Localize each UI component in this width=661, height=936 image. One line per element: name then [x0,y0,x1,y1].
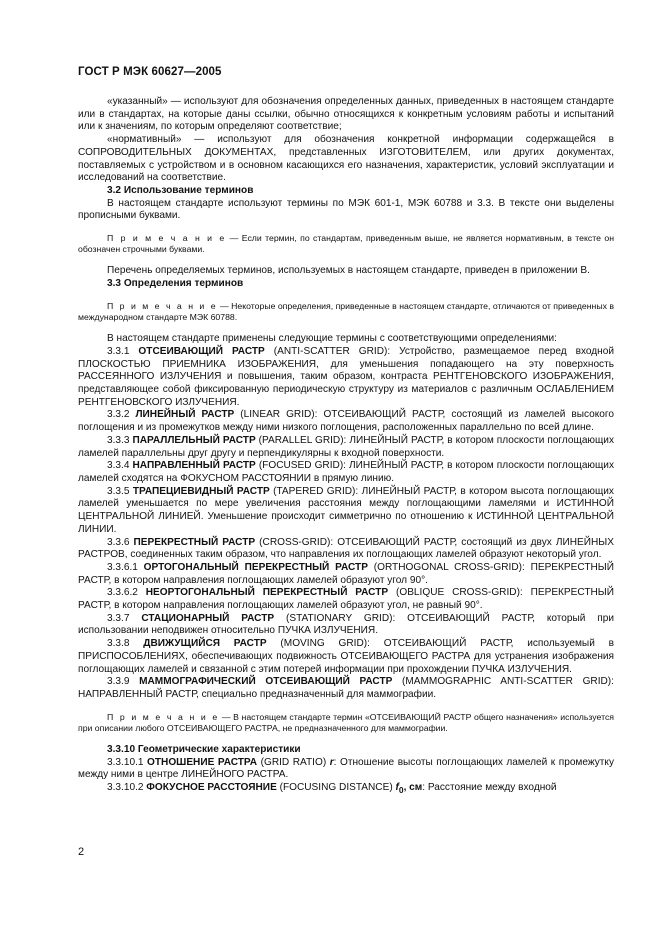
term-name: СТАЦИОНАРНЫЙ РАСТР [141,612,275,624]
term-definition: : Расстояние между входной [422,782,557,794]
term-name: ДВИЖУЩИЙСЯ РАСТР [143,638,267,650]
term-name: ОРТОГОНАЛЬНЫЙ ПЕРЕКРЕСТНЫЙ РАСТР [143,561,368,573]
page-content [78,96,614,797]
term-3-3-8 [78,638,614,676]
term-definition: (CROSS-GRID): ОТСЕИВАЮЩИЙ РАСТР, состоящий из двух ЛИНЕЙНЫХ РАСТРОВ, соединенных таким образом, что направления их поглощающих ламелей образуют некоторый угол. [78,536,614,561]
term-definition: (MAMMOGRAPHIC ANTI-SCATTER GRID): НАПРАВЛЕННЫЙ РАСТР, специально предназначенный для маммографии. [78,676,614,700]
note-text: — Некоторые определения, приведенные в настоящем стандарте, отличаются от приведенных в международном стандарте МЭК 60788. [78,300,614,323]
term-3-3-1 [78,346,614,410]
term-definition: (ORTHOGONAL CROSS-GRID): ПЕРЕКРЕСТНЫЙ РАСТР, в котором направления поглощающих ламелей образуют угол 90°. [78,561,614,586]
term-number: 3.3.6.2 [107,587,146,599]
term-3-3-2 [78,409,614,434]
term-number: 3.3.6.1 [107,561,144,573]
term-3-3-6-2 [78,587,614,612]
note-text: — Если термин, по стандартам, приведенным выше, не является нормативным, в тексте он обозначен строчными буквами. [78,233,614,255]
term-name: ОТСЕИВАЮЩИЙ РАСТР [138,345,265,357]
term-number: 3.3.9 [107,676,140,688]
term-symbol: f [395,782,399,794]
term-number: 3.3.10.2 [107,782,147,794]
term-name: МАММОГРАФИЧЕСКИЙ ОТСЕИВАЮЩИЙ РАСТР [139,676,393,688]
paragraph-definitions-intro: В настоящем стандарте применены следующие термины с соответствующими определениями: [107,333,557,345]
term-3-3-3 [78,435,614,460]
section-heading-3-3: 3.3 Определения терминов [107,278,244,290]
term-english: (FOCUSING DISTANCE) [276,782,396,794]
term-definition: (FOCUSED GRID): ЛИНЕЙНЫЙ РАСТР, в котором плоскости поглощающих ламелей сходятся на ФОКУСНОМ РАССТОЯНИИ в прямую линию. [78,460,614,484]
section-heading-3-3-10: 3.3.10 Геометрические характеристики [107,744,301,756]
paragraph-term-list: Перечень определяемых терминов, используемых в настоящем стандарте, приведен в приложении В. [107,265,590,277]
term-number: 3.3.10.1 [107,756,148,768]
term-unit: , см [403,782,423,794]
note-2 [78,301,614,323]
term-number: 3.3.7 [107,612,142,624]
term-definition: (TAPERED GRID): ЛИНЕЙНЫЙ РАСТР, в котором высота поглощающих ламелей уменьшается по мере увеличения расстояния между поглощающими ламелями и ИСТИННОЙ ЦЕНТРАЛЬНОЙ ЛИНИЕЙ. Уменьшение происходит симметрично по отношению к ИСТИННОЙ ЦЕНТРАЛЬНОЙ ЛИНИИ. [78,485,614,535]
term-definition: (MOVING GRID): ОТСЕИВАЮЩИЙ РАСТР, используемый в ПРИСПОСОБЛЕНИЯХ, обеспечивающих подвижность ОТСЕИВАЮЩЕГО РАСТРА для устранения изображения поглощающих ламелей и связанной с этим потерей информации при прохождении ПУЧКА ИЗЛУЧЕНИЯ. [78,638,614,675]
term-definition: (STATIONARY GRID): ОТСЕИВАЮЩИЙ РАСТР, который при использовании неподвижен относительно ПУЧКА ИЗЛУЧЕНИЯ. [78,612,614,637]
term-3-3-6 [78,537,614,562]
term-3-3-9 [78,676,614,701]
term-number: 3.3.4 [107,460,133,472]
note-label: П р и м е ч а н и е [107,711,220,722]
term-name: ПЕРЕКРЕСТНЫЙ РАСТР [133,536,256,548]
term-3-3-7 [78,613,614,638]
term-3-3-10-1 [78,757,614,782]
note-text: — В настоящем стандарте термин «ОТСЕИВАЮЩИЙ РАСТР общего назначения» используется при описании любого ОТСЕИВАЮЩЕГО РАСТРА, не предназначенного для маммографии. [78,711,615,733]
term-english: (GRID RATIO) [257,756,330,768]
term-3-3-5 [78,486,614,537]
paragraph-normative: «нормативный» — используют для обозначения конкретной информации содержащейся в СОПРОВОДИТЕЛЬНЫХ ДОКУМЕНТАХ, представленных ИЗГОТОВИТЕЛЕМ, или других документах, поставляемых с устройством и в основном касающихся его назначения, характеристик, условий эксплуатации и исследований на соответствие. [78,134,614,184]
term-number: 3.3.8 [107,638,144,650]
paragraph-specified: «указанный» — используют для обозначения определенных данных, приведенных в настоящем стандарте или в стандартах, на которые даны ссылки, обычно относящихся к конкретным условиям работы и испытаний или к значениям, по которым определяют соответствие; [78,96,614,133]
term-name: ОТНОШЕНИЕ РАСТРА [147,756,258,768]
note-label: П р и м е ч а н и е [107,300,218,311]
page-number: 2 [78,846,85,858]
note-1 [78,233,614,255]
term-definition: (PARALLEL GRID): ЛИНЕЙНЫЙ РАСТР, в котором плоскости поглощающих ламелей параллельны друг другу и перпендикулярны к входной поверхности. [78,434,614,459]
term-number: 3.3.2 [107,409,136,421]
note-label: П р и м е ч а н и е [107,233,227,244]
page-header: ГОСТ Р МЭК 60627—2005 [78,66,222,78]
term-definition: (ANTI-SCATTER GRID): Устройство, размещаемое перед входной ПЛОСКОСТЬЮ ПРИЕМНИКА ИЗОБРАЖЕНИЯ, для уменьшения попадающего на эту поверхность РАССЕЯННОГО ИЗЛУЧЕНИЯ и повышения, таким образом, контраста РЕНТГЕНОВСКОГО ИЗОБРАЖЕНИЯ, представляющее собой фиксированную периодическую структуру из материалов с различным ОСЛАБЛЕНИЕМ РЕНТГЕНОВСКОГО ИЗЛУЧЕНИЯ. [78,345,614,408]
term-definition: (LINEAR GRID): ОТСЕИВАЮЩИЙ РАСТР, состоящий из ламелей высокого поглощения и из промежутков между ними низкого поглощения, расположенных параллельно по всей длине. [78,409,614,434]
term-name: ТРАПЕЦИЕВИДНЫЙ РАСТР [132,485,270,497]
term-3-3-6-1 [78,562,614,587]
term-name: ФОКУСНОЕ РАССТОЯНИЕ [146,782,277,794]
term-symbol: r [329,756,334,768]
term-number: 3.3.5 [107,485,133,497]
term-number: 3.3.1 [107,345,139,357]
term-definition: : Отношение высоты поглощающих ламелей к промежутку между ними в центре ЛИНЕЙНОГО РАСТРА. [78,756,614,781]
term-name: ПАРАЛЛЕЛЬНЫЙ РАСТР [132,434,256,446]
paragraph-terms-usage: В настоящем стандарте используют термины по МЭК 601-1, МЭК 60788 и 3.3. В тексте они выделены прописными буквами. [78,197,614,222]
term-symbol-subscript: 0 [398,785,404,796]
term-name: НЕОРТОГОНАЛЬНЫЙ ПЕРЕКРЕСТНЫЙ РАСТР [145,587,389,599]
term-3-3-10-2 [78,782,614,797]
note-3 [78,712,614,734]
term-number: 3.3.6 [107,536,134,548]
term-3-3-4 [78,460,614,485]
term-name: ЛИНЕЙНЫЙ РАСТР [135,409,235,421]
term-name: НАПРАВЛЕННЫЙ РАСТР [132,460,256,472]
section-heading-3-2: 3.2 Использование терминов [107,184,254,196]
term-definition: (OBLIQUE CROSS-GRID): ПЕРЕКРЕСТНЫЙ РАСТР, в котором направления поглощающих ламелей образуют угол, не равный 90°. [78,587,614,612]
term-number: 3.3.3 [107,434,133,446]
